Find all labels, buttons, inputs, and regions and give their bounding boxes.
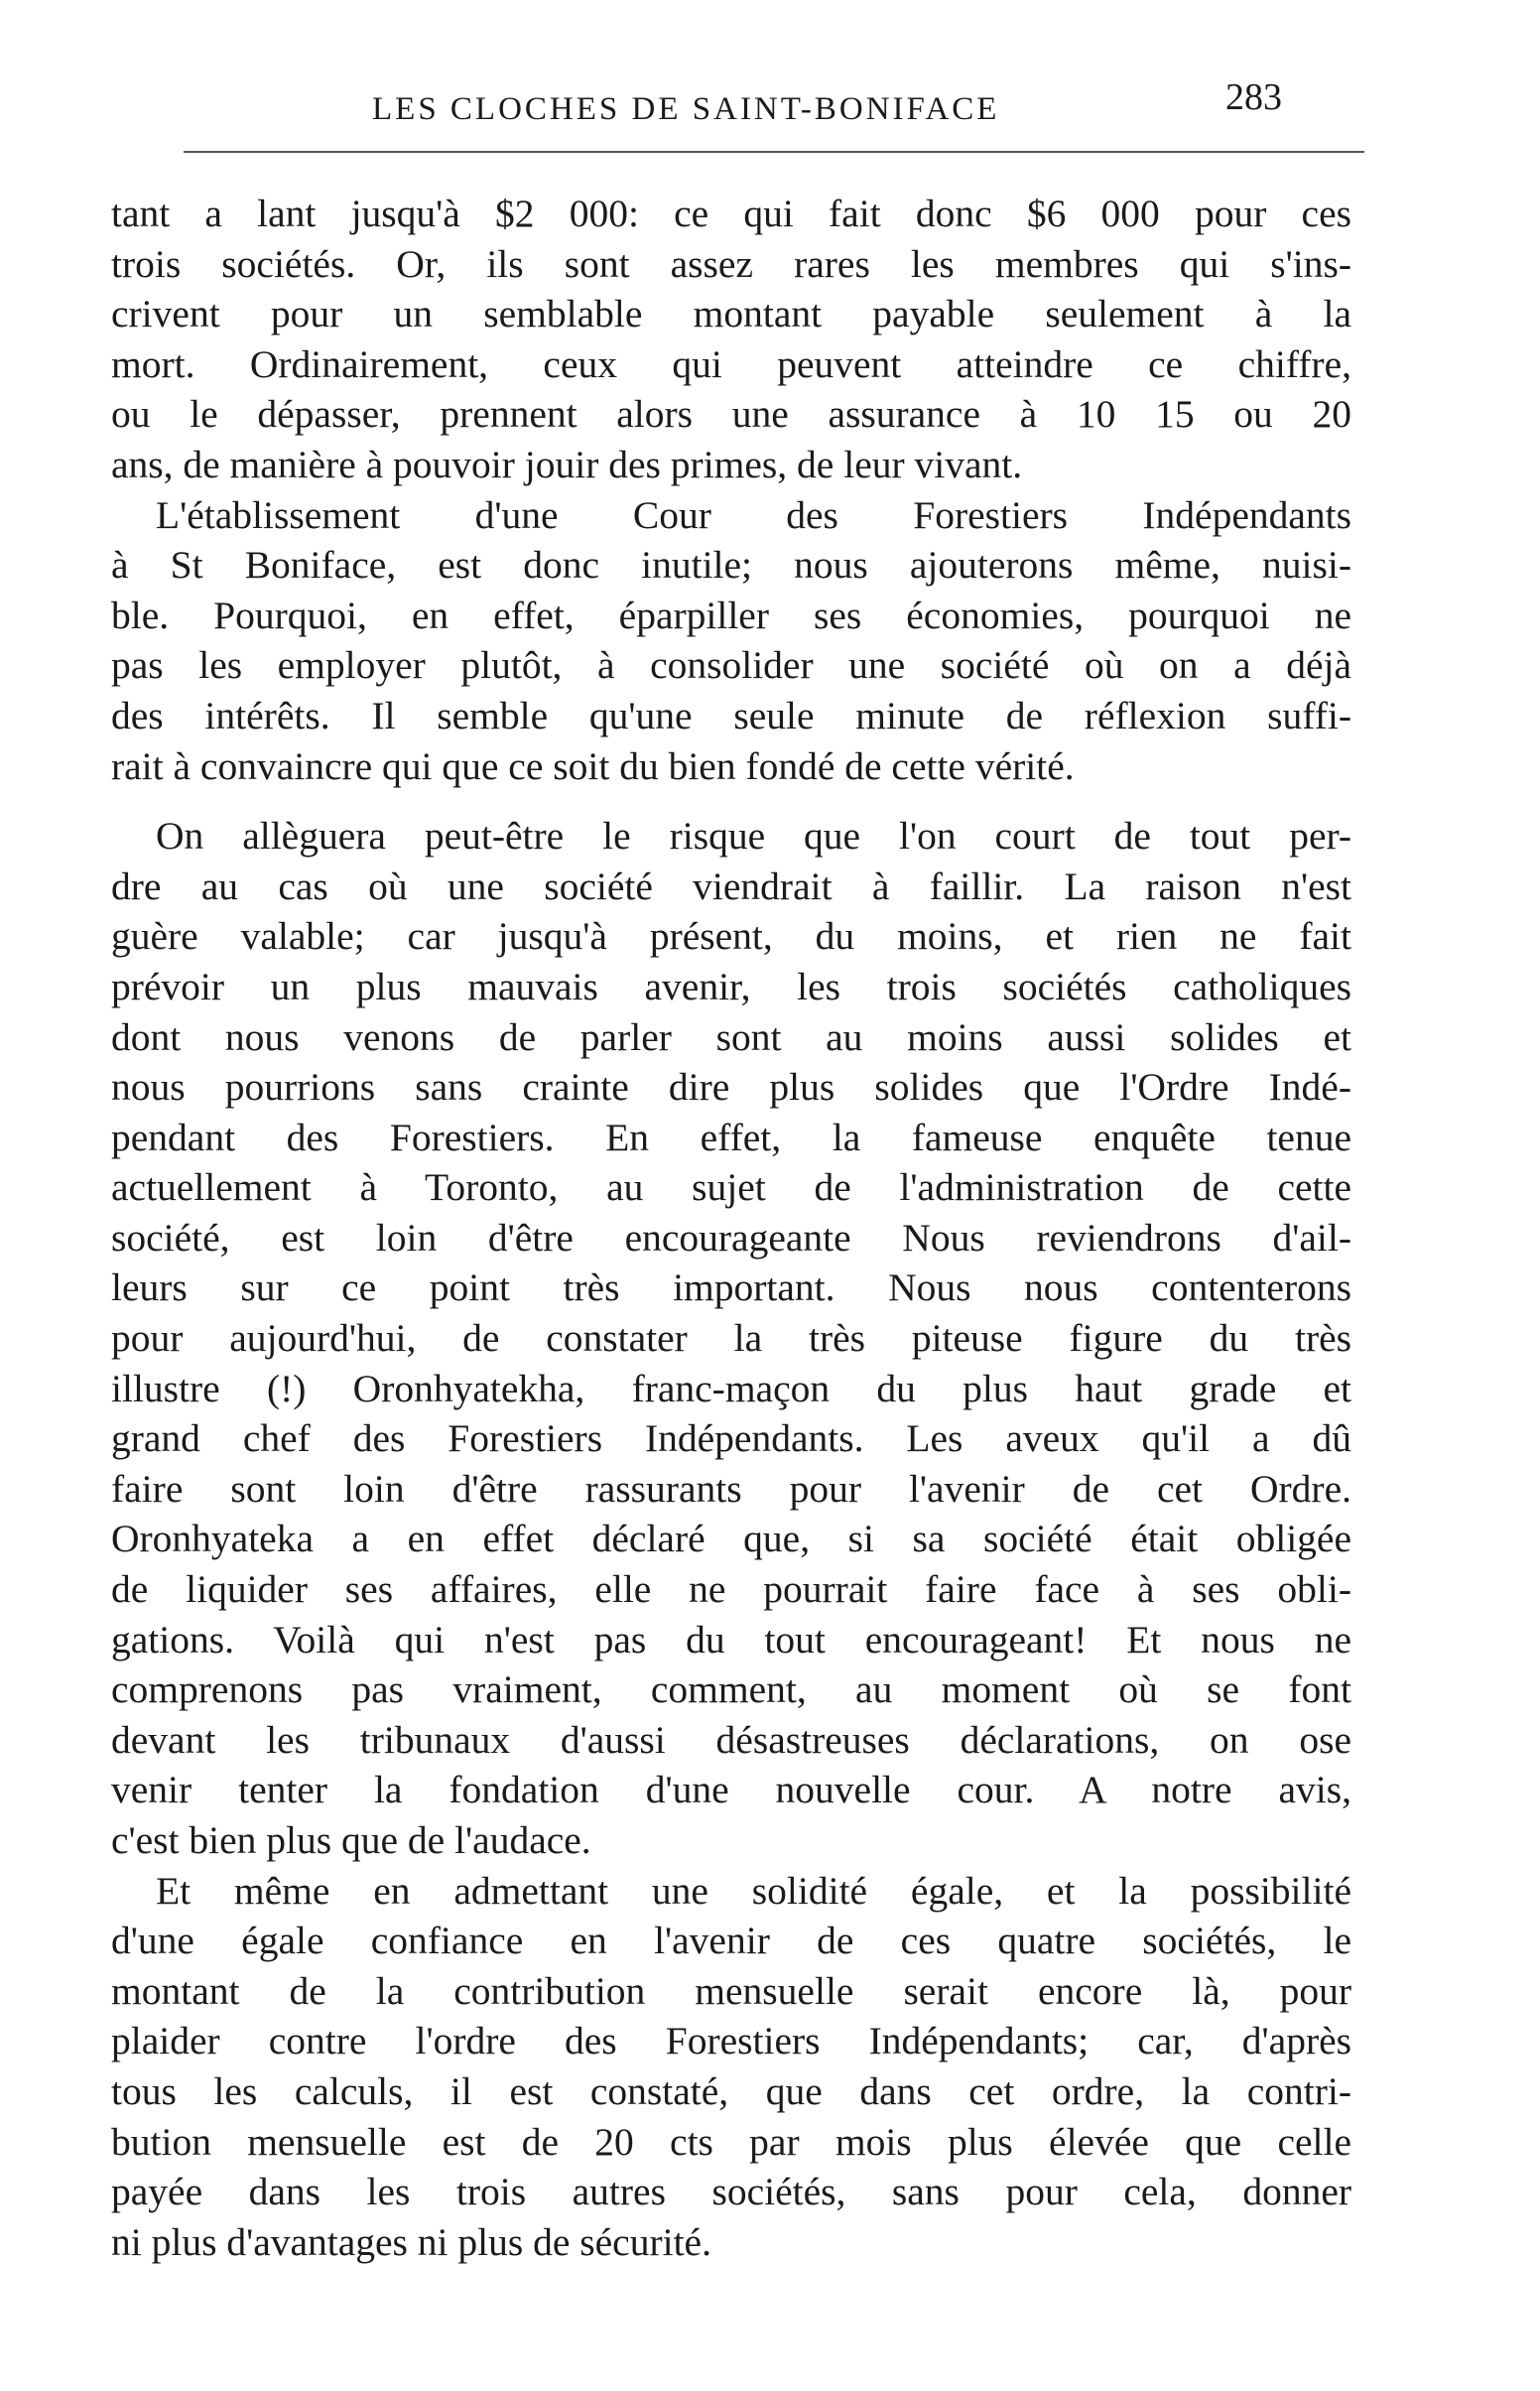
page-number: 283 (1225, 76, 1282, 118)
text-line: dre au cas où une société viendrait à faillir. La raison n'est (111, 863, 1351, 908)
text-line: plaider contre l'ordre des Forestiers Indépendants; car, d'après (111, 2019, 1351, 2063)
text-line: montant de la contribution mensuelle serait encore là, pour (111, 1968, 1351, 2013)
text-line: Oronhyateka a en effet déclaré que, si sa société était obligée (111, 1517, 1351, 1561)
text-line: Et même en admettant une solidité égale, et la possibilité (156, 1868, 1351, 1913)
text-line: L'établissement d'une Cour des Forestiers Indépendants (156, 492, 1351, 537)
text-line: rait à convaincre qui que ce soit du bien fondé de cette vérité. (111, 743, 1075, 788)
text-line: venir tenter la fondation d'une nouvelle cour. A notre avis, (111, 1768, 1351, 1812)
text-line: pour aujourd'hui, de constater la très piteuse figure du très (111, 1316, 1351, 1361)
text-line: grand chef des Forestiers Indépendants. Les aveux qu'il a dû (111, 1416, 1351, 1461)
text-line: de liquider ses affaires, elle ne pourrait faire face à ses obli- (111, 1567, 1351, 1612)
text-line: On allèguera peut-être le risque que l'on court de tout per- (156, 814, 1351, 859)
paragraph (111, 490, 1351, 792)
text-line: ni plus d'avantages ni plus de sécurité. (111, 2219, 711, 2264)
text-line: nous pourrions sans crainte dire plus solides que l'Ordre Indé- (111, 1065, 1351, 1110)
text-line: faire sont loin d'être rassurants pour l'avenir de cet Ordre. (111, 1466, 1351, 1511)
text-line: ans, de manière à pouvoir jouir des primes, de leur vivant. (111, 442, 1023, 486)
text-line: pendant des Forestiers. En effet, la fameuse enquête tenue (111, 1115, 1351, 1159)
text-line: devant les tribunaux d'aussi désastreuses déclarations, on ose (111, 1717, 1351, 1762)
running-head: LES CLOCHES DE SAINT-BONIFACE (372, 91, 1000, 127)
body-text (111, 189, 1351, 2267)
paragraph (111, 189, 1351, 490)
text-line: bution mensuelle est de 20 cts par mois plus élevée que celle (111, 2119, 1351, 2164)
text-line: prévoir un plus mauvais avenir, les trois sociétés catholiques (111, 964, 1351, 1008)
text-line: crivent pour un semblable montant payable seulement à la (111, 292, 1351, 336)
text-line: des intérêts. Il semble qu'une seule minute de réflexion suffi- (111, 693, 1351, 737)
text-line: payée dans les trois autres sociétés, sans pour cela, donner (111, 2170, 1351, 2214)
text-line: guère valable; car jusqu'à présent, du moins, et rien ne fait (111, 914, 1351, 959)
paragraph (111, 1866, 1351, 2268)
text-line: à St Boniface, est donc inutile; nous ajouterons même, nuisi- (111, 543, 1351, 588)
text-line: dont nous venons de parler sont au moins aussi solides et (111, 1014, 1351, 1059)
text-line: tous les calculs, il est constaté, que dans cet ordre, la contri- (111, 2068, 1351, 2113)
text-line: leurs sur ce point très important. Nous nous contenterons (111, 1265, 1351, 1310)
header-rule (184, 151, 1364, 153)
text-line: tant a lant jusqu'à $2 000: ce qui fait donc $6 000 pour ces (111, 192, 1351, 235)
paragraph-gap (111, 791, 1351, 811)
paragraph (111, 811, 1351, 1865)
text-line: illustre (!) Oronhyatekha, franc-maçon du plus haut grade et (111, 1366, 1351, 1410)
text-line: d'une égale confiance en l'avenir de ces quatre sociétés, le (111, 1919, 1351, 1963)
text-line: ou le dépasser, prennent alors une assurance à 10 15 ou 20 (111, 392, 1351, 437)
text-line: comprenons pas vraiment, comment, au moment où se font (111, 1667, 1351, 1712)
text-line: c'est bien plus que de l'audace. (111, 1818, 591, 1862)
text-line: ble. Pourquoi, en effet, éparpiller ses économies, pourquoi ne (111, 593, 1351, 637)
text-line: société, est loin d'être encourageante Nous reviendrons d'ail- (111, 1215, 1351, 1260)
text-line: pas les employer plutôt, à consolider une société où on a déjà (111, 643, 1351, 688)
text-line: mort. Ordinairement, ceux qui peuvent atteindre ce chiffre, (111, 341, 1351, 386)
text-line: gations. Voilà qui n'est pas du tout encourageant! Et nous ne (111, 1617, 1351, 1661)
text-line: actuellement à Toronto, au sujet de l'administration de cette (111, 1165, 1351, 1210)
text-line: trois sociétés. Or, ils sont assez rares les membres qui s'ins- (111, 241, 1351, 286)
